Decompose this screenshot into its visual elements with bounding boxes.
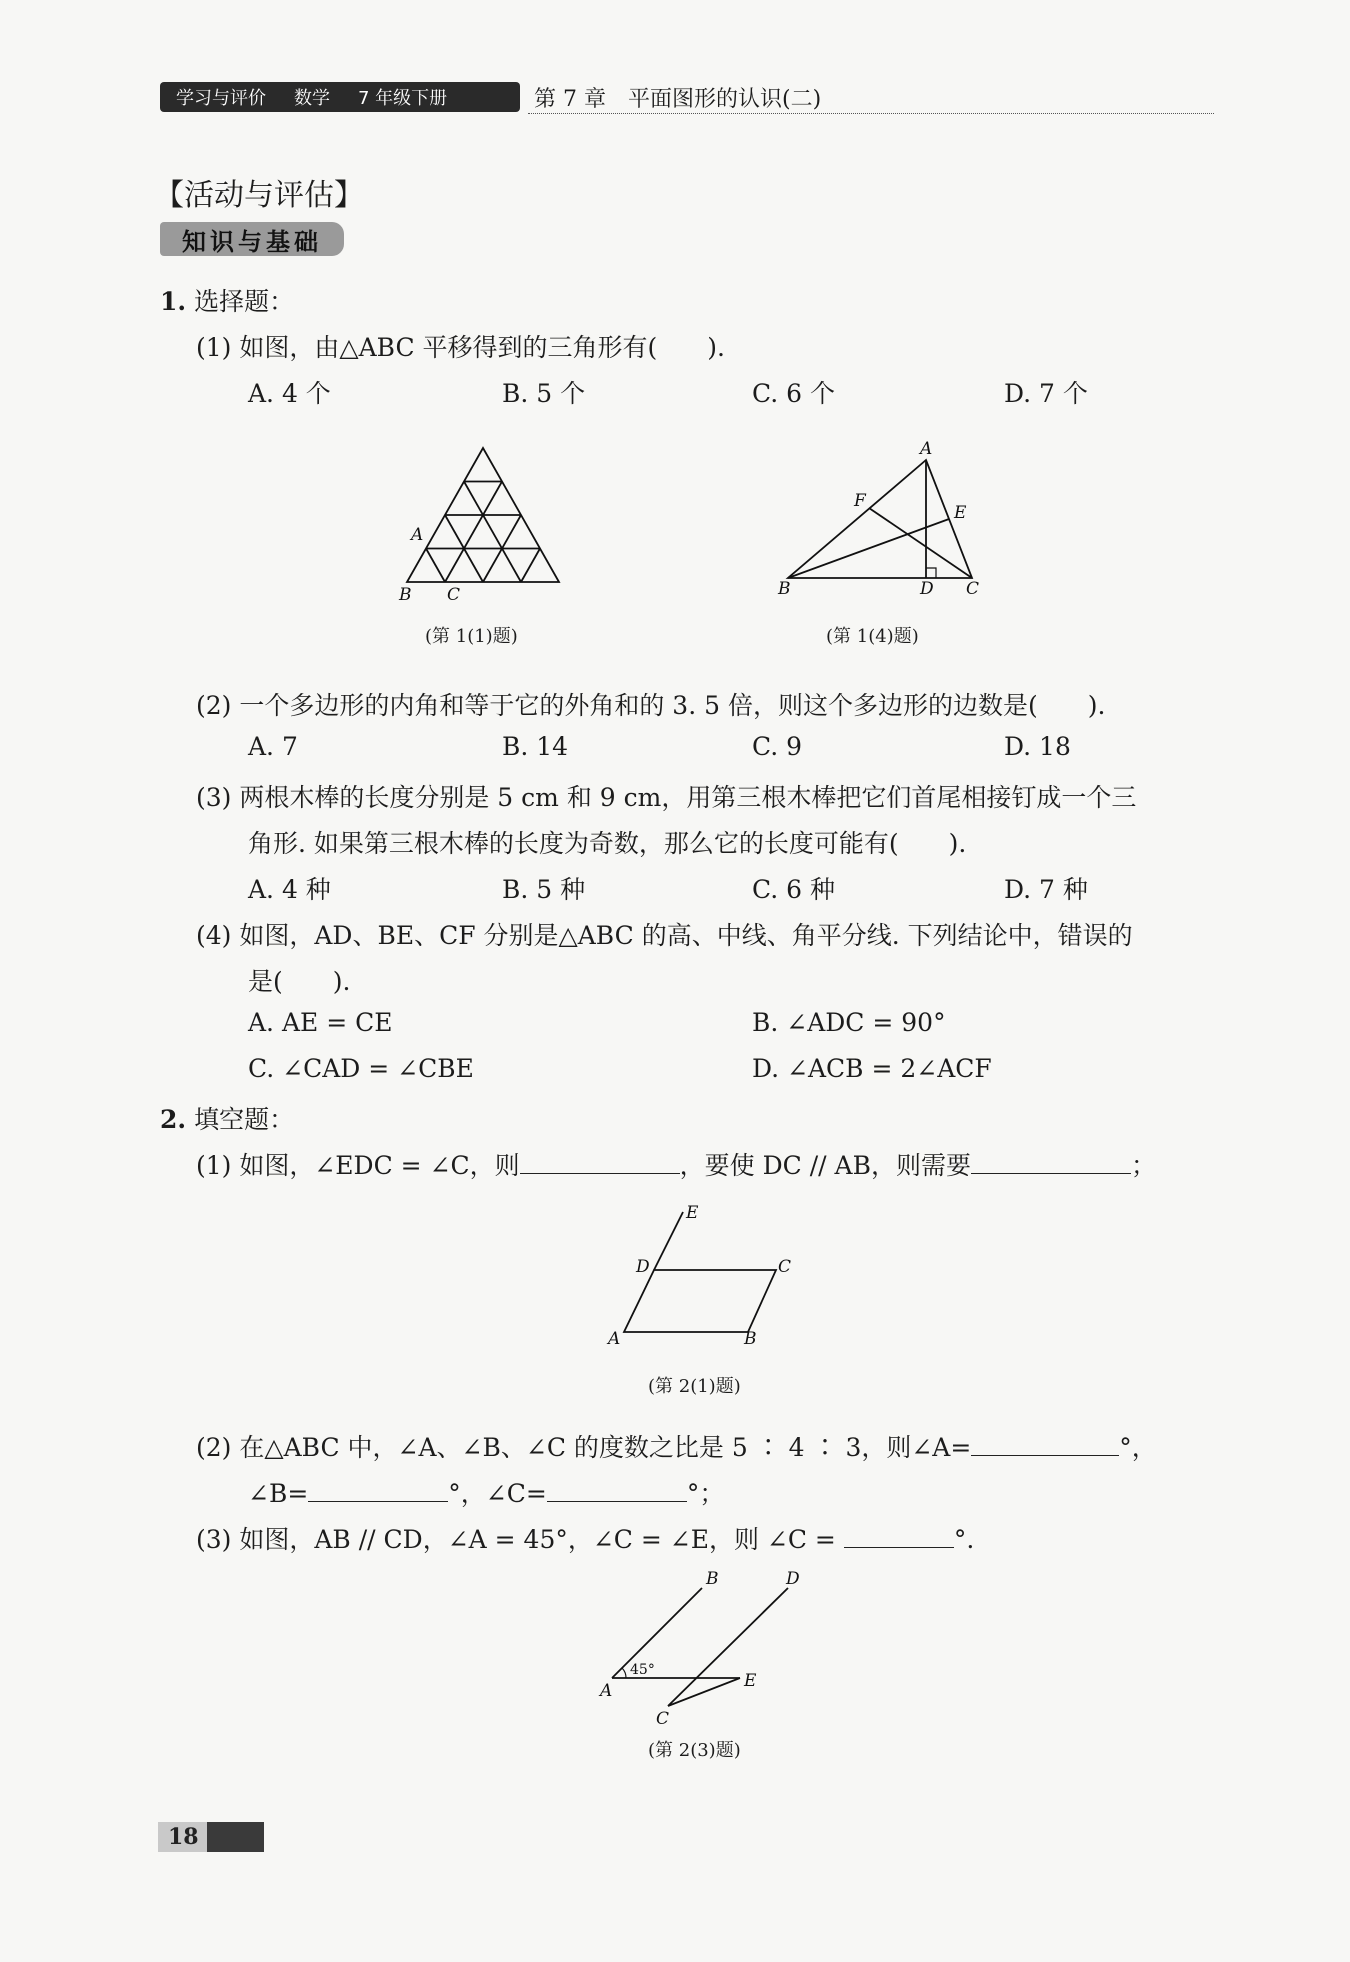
q1-3-option-d: D. 7 种 xyxy=(1004,875,1088,904)
answer-blank[interactable] xyxy=(520,1149,680,1174)
q1-4-option-a: A. AE = CE xyxy=(248,1008,393,1037)
q1-3-option-b: B. 5 种 xyxy=(502,875,586,904)
q2-2-stem-line1: (2) 在△ABC 中，∠A、∠B、∠C 的度数之比是 5 ∶ 4 ∶ 3，则∠A= °， xyxy=(196,1433,1157,1462)
label-C: C xyxy=(778,1257,792,1277)
q2-1-stem: (1) 如图，∠EDC = ∠C，则 ，要使 DC // AB，则需要 ； xyxy=(196,1151,1156,1180)
q2-3-stem: (3) 如图，AB // CD，∠A = 45°，∠C = ∠E，则 ∠C = °. xyxy=(196,1525,975,1554)
q2-2-stem-line2: ∠B= °，∠C= °； xyxy=(248,1479,725,1508)
caption-q2-1: (第 2(1)题) xyxy=(648,1376,741,1397)
label-C: C xyxy=(656,1709,670,1729)
angle-label-45: 45° xyxy=(630,1662,655,1678)
label-B: B xyxy=(744,1329,757,1349)
q1-2-option-c: C. 9 xyxy=(752,732,803,761)
label-D: D xyxy=(920,579,934,599)
q1-2-option-b: B. 14 xyxy=(502,732,569,761)
q1-1-option-c: C. 6 个 xyxy=(752,379,835,408)
label-A: A xyxy=(411,525,424,545)
caption-q1-4: (第 1(4)题) xyxy=(826,626,919,647)
q2-heading: 2. 填空题： xyxy=(160,1105,295,1134)
label-B: B xyxy=(778,579,791,599)
q1-3-stem-line1: (3) 两根木棒的长度分别是 5 cm 和 9 cm，用第三根木棒把它们首尾相接钉成一个三 xyxy=(196,783,1137,812)
caption-q1-1: (第 1(1)题) xyxy=(425,626,518,647)
figure-q1-4-triangle xyxy=(770,438,995,608)
figure-q1-1-triangle-grid xyxy=(395,440,575,610)
book-subject: 数学 xyxy=(294,88,330,109)
q1-4-option-d: D. ∠ACB = 2∠ACF xyxy=(752,1054,992,1083)
q1-heading: 1. 选择题： xyxy=(160,287,295,316)
q1-1-option-a: A. 4 个 xyxy=(248,379,331,408)
figure-q2-1-parallelogram xyxy=(598,1200,798,1350)
book-grade: 7 年级下册 xyxy=(358,88,448,109)
q1-1-option-d: D. 7 个 xyxy=(1004,379,1088,408)
answer-blank[interactable] xyxy=(547,1477,687,1502)
label-D: D xyxy=(786,1569,800,1589)
label-C: C xyxy=(447,585,461,605)
label-D: D xyxy=(636,1257,650,1277)
label-E: E xyxy=(744,1671,757,1691)
answer-blank[interactable] xyxy=(844,1523,954,1548)
label-A: A xyxy=(920,439,933,459)
q1-3-stem-line2: 角形. 如果第三根木棒的长度为奇数，那么它的长度可能有( ). xyxy=(248,829,967,858)
label-A: A xyxy=(608,1329,621,1349)
book-header-bar xyxy=(160,82,520,112)
chapter-title: 第 7 章 平面图形的认识(二) xyxy=(534,87,822,112)
q1-4-option-c: C. ∠CAD = ∠CBE xyxy=(248,1054,474,1083)
section-title: 【活动与评估】 xyxy=(154,178,364,213)
label-B: B xyxy=(706,1569,719,1589)
header-rule xyxy=(528,113,1214,114)
q1-2-stem: (2) 一个多边形的内角和等于它的外角和的 3. 5 倍，则这个多边形的边数是( ). xyxy=(196,691,1106,720)
answer-blank[interactable] xyxy=(971,1431,1119,1456)
book-series: 学习与评价 xyxy=(176,88,266,109)
figure-q2-3-parallel-lines xyxy=(594,1568,814,1733)
label-E: E xyxy=(954,503,967,523)
answer-blank[interactable] xyxy=(971,1149,1131,1174)
label-C: C xyxy=(966,579,980,599)
q1-4-stem-line1: (4) 如图，AD、BE、CF 分别是△ABC 的高、中线、角平分线. 下列结论中，错误的 xyxy=(196,921,1133,950)
q1-1-option-b: B. 5 个 xyxy=(502,379,586,408)
caption-q2-3: (第 2(3)题) xyxy=(648,1740,741,1761)
label-B: B xyxy=(399,585,412,605)
section-badge: 知识与基础 xyxy=(160,222,344,256)
answer-blank[interactable] xyxy=(308,1477,448,1502)
q1-3-option-c: C. 6 种 xyxy=(752,875,835,904)
q1-2-option-d: D. 18 xyxy=(1004,732,1071,761)
page-number: 18 xyxy=(158,1822,264,1852)
q1-1-stem: (1) 如图，由△ABC 平移得到的三角形有( ). xyxy=(196,333,726,362)
q1-2-option-a: A. 7 xyxy=(248,732,298,761)
q1-4-option-b: B. ∠ADC = 90° xyxy=(752,1008,946,1037)
label-E: E xyxy=(686,1203,699,1223)
q1-3-option-a: A. 4 种 xyxy=(248,875,331,904)
label-A: A xyxy=(600,1681,613,1701)
label-F: F xyxy=(854,491,866,511)
q1-4-stem-line2: 是( ). xyxy=(248,967,351,996)
